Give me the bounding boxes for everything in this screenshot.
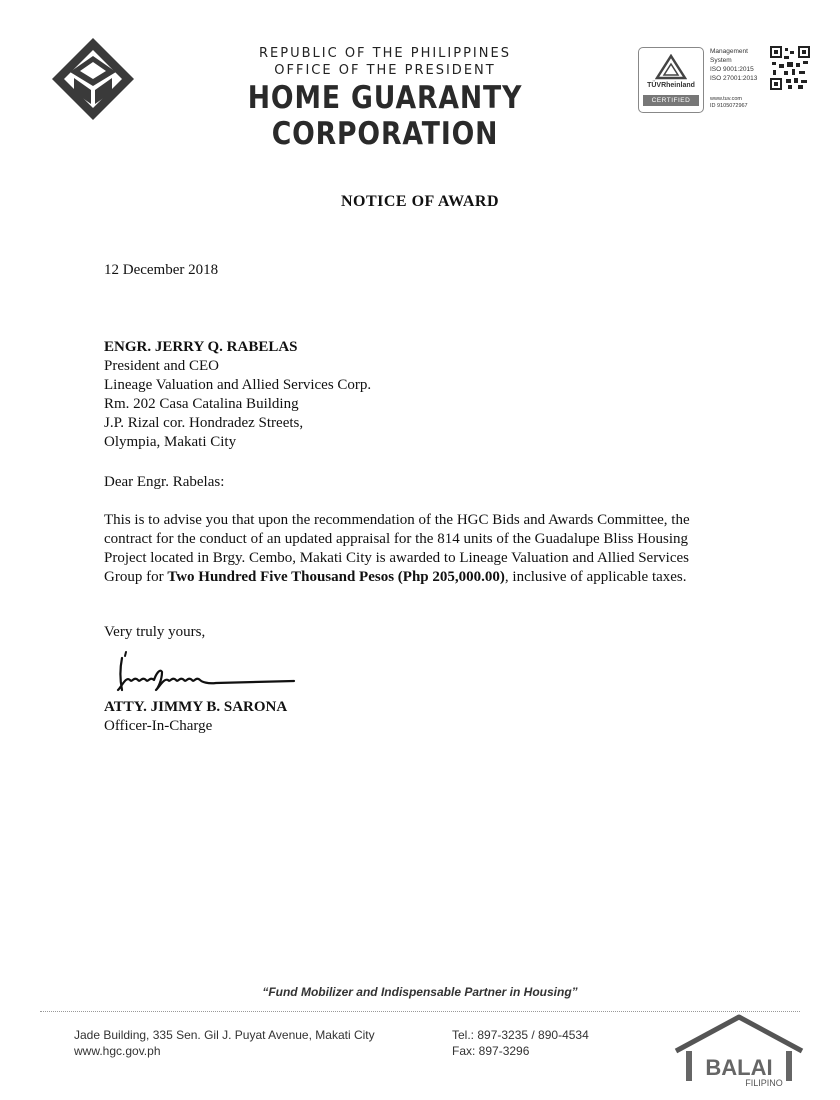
footer-website: www.hgc.gov.ph [74,1044,161,1058]
iso-line-4: ISO 27001:2013 [710,75,758,82]
body-text-part-2: , inclusive of applicable taxes. [504,569,687,585]
balai-logo-subtext: FILIPINO [745,1078,783,1088]
footer-divider [40,1011,800,1012]
tuv-certification-badge [638,47,704,113]
header-corporation-name: HOME GUARANTY CORPORATION [247,80,523,152]
tuv-certified-label: CERTIFIED [643,95,699,106]
hgc-logo-icon [50,36,136,122]
signatory-name: ATTY. JIMMY B. SARONA [104,699,288,715]
tuv-triangle-icon [655,54,687,80]
footer-address: Jade Building, 335 Sen. Gil J. Puyat Avenue, Makati City [74,1028,375,1042]
closing: Very truly yours, [104,624,206,640]
header-office: OFFICE OF THE PRESIDENT [274,63,496,78]
addressee-block [104,338,371,452]
footer-telephone: Tel.: 897-3235 / 890-4534 [452,1028,589,1042]
addressee-address-line-2: J.P. Rizal cor. Hondradez Streets, [104,415,304,431]
tuv-brand-text: TÜVRheinland [647,82,695,89]
body-text-part-1: This is to advise you that upon the recommendation of the HGC Bids and Awards Committee, the contract for the conduct of an updated appraisal for the 814 units of the Guadalupe Bliss Housing Project located in Brgy. Cembo, Makati City is awarded to Lineage Valuation and Allied Services Group for [104,512,690,585]
addressee-address-line-1: Rm. 202 Casa Catalina Building [104,396,299,412]
signature-icon [108,650,298,696]
document-title: NOTICE OF AWARD [340,193,500,210]
footer-fax: Fax: 897-3296 [452,1044,530,1058]
balai-filipino-logo-icon [672,1013,806,1089]
iso-id: ID 9105072967 [710,103,748,109]
salutation: Dear Engr. Rabelas: [104,474,225,490]
signatory-title: Officer-In-Charge [104,718,213,734]
header-republic: REPUBLIC OF THE PHILIPPINES [259,46,511,61]
balai-logo-text: BALAI [705,1055,773,1080]
addressee-position: President and CEO [104,358,219,374]
iso-line-3: ISO 9001:2015 [710,66,754,73]
signatory-block [104,698,287,736]
footer-tagline: “Fund Mobilizer and Indispensable Partner in Housing” [262,985,578,999]
footer-address-block [74,1027,375,1059]
addressee-name: ENGR. JERRY Q. RABELAS [104,339,298,355]
body-paragraph [104,511,726,587]
addressee-company: Lineage Valuation and Allied Services Corp. [104,377,372,393]
iso-url: www.tuv.com [710,96,742,102]
footer-contact-block [452,1027,589,1059]
addressee-address-line-3: Olympia, Makati City [104,434,237,450]
qr-code-icon [770,46,810,90]
iso-line-2: System [710,57,732,64]
iso-line-1: Management [710,48,748,55]
award-amount: Two Hundred Five Thousand Pesos (Php 205,000.00) [167,569,505,585]
letter-date: 12 December 2018 [104,262,219,278]
